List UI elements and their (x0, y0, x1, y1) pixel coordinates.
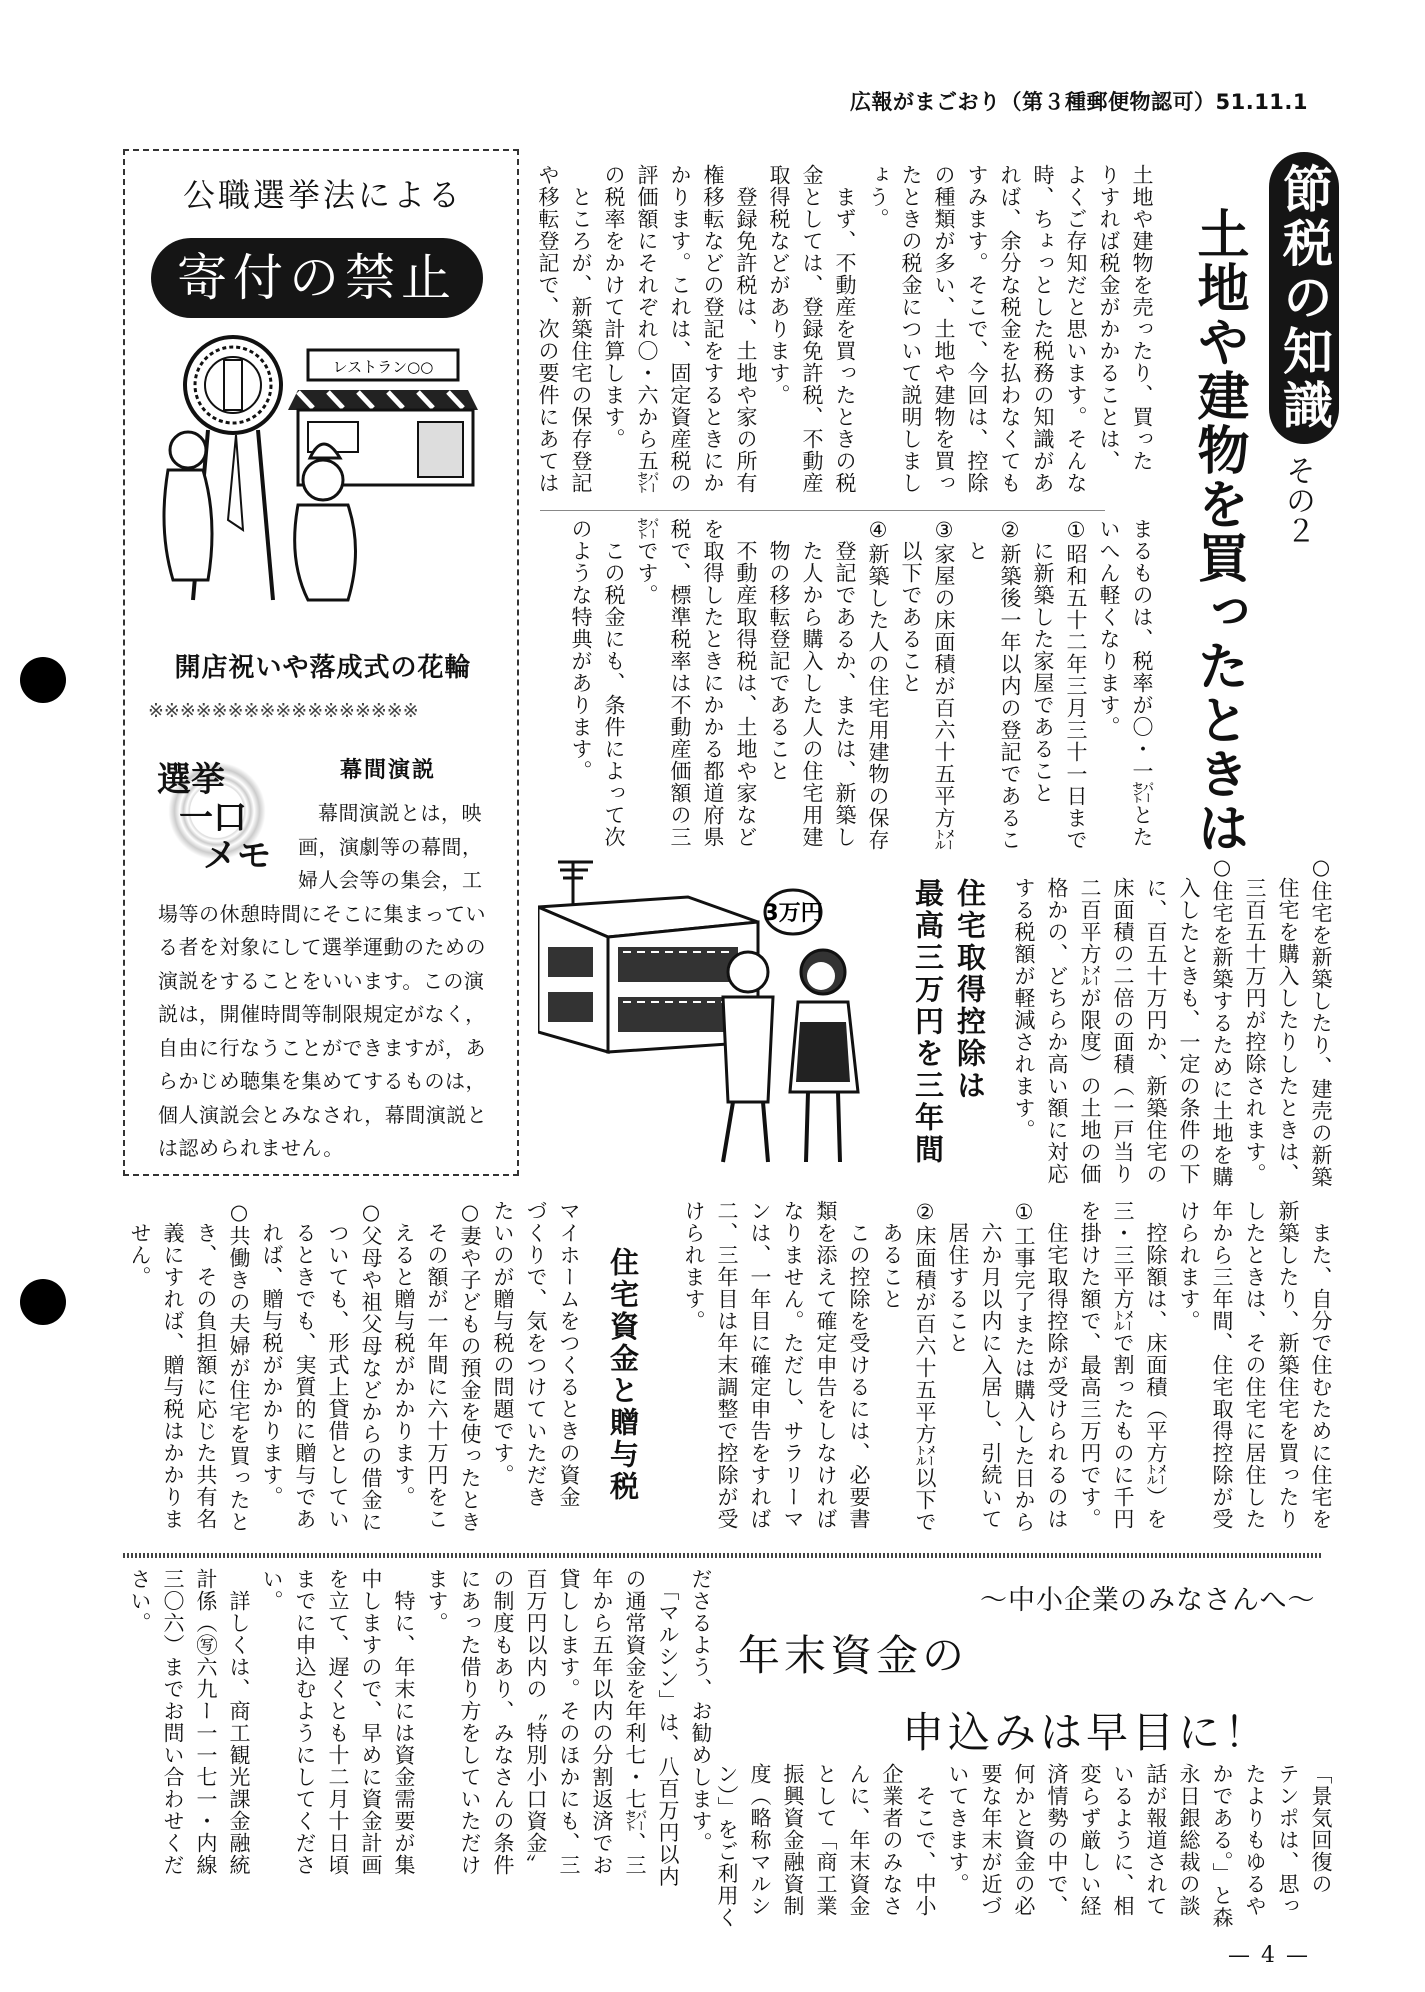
page-number: — 4 — (1228, 1943, 1310, 1968)
punch-hole-top (20, 657, 66, 703)
year-end-title-1: 年末資金の (738, 1631, 969, 1680)
tax-conditions: まるものは、税率が〇・一㌫とた いへん軽くなります。 ①昭和五十二年三月三十一日まで に新築した家屋であること ②新築後一年以内の登記であるこ と ③家屋の床面積が百六十五平方㍍ 以下であること ④新築した人の住宅用建物の保存 登記であるか、または、新築し た人から購入した人の住宅用建 物の移転登記であること 不動産取得税は、土地や家など を取得したときにかかる都道府県 税で、標準税率は不動産価額の三 ㌫です。 この税金にも、条件によって次 のような特典があります。 (569, 518, 1154, 851)
housing-body: また、自分で住むために住宅を 新築したり、新築住宅を買ったり したときは、その住宅に居住した 年から三年間、住宅取得控除が受 けられます。 控除額は、床面積（平方㍍）を 三・三平方㍍で割ったものに千円 を掛けた額で、最高三万円です。 住宅取得控除が受けられるのは ①工事完了または購入した日から 六か月以内に入居し、引続いて 居住すること ②床面積が百六十五平方㍍以下で あること この控除を受けるには、必要書 類を添えて確定申告をしなければ なりません。ただし、サラリーマ ンは、一年目に確定申告をすれば 二、三年目は年末調整で控除が受 けられます。 (682, 1200, 1333, 1533)
column-rule (540, 510, 1105, 511)
year-end-col-a: 「景気回復の テンポは、思っ たよりもゆるや かである。」と森 永日銀総裁の談 話が報道されて いるように、相 変らず厳しい経 済情勢の中で、 何かと資金の必 要な年末が近づ いてきます。 そこで、中小 企業者のみなさ んに、年末資金 として「商工業 振興資金融資制 度（略称マルシ ン）」をご利用く (715, 1763, 1333, 1929)
gift-tax-body: マイホームをつくるときの資金 づくりで、気をつけていただき たいのが贈与税の問題です。 ○妻や子どもの預金を使ったとき その額が一年間に六十万円をこ えると贈与税がかかります。 ○父母や祖父母などからの借金に ついても、形式上貸借としてい るときでも、実質的に贈与であ れば、贈与税がかかります。 ○共働きの夫婦が住宅を買ったと き、その負担額に応じた共有名 義にすれば、贈与税はかかりま せん。 (128, 1200, 581, 1533)
wreath-illustration (148, 330, 498, 620)
election-lead: 公職選挙法による (182, 176, 463, 214)
memo-line: 自由に行なうことができますが，あ (158, 1035, 486, 1060)
memo-line: 幕間演説とは，映 (318, 801, 482, 825)
series-number: その２ (1280, 455, 1315, 545)
money-sign: 3万円 (763, 901, 823, 926)
box-separator: ※※※※※※※※※※※※※※※※※ (148, 700, 419, 722)
memo-line: 場等の休憩時間にそこに集まってい (158, 901, 486, 926)
publication-header: 広報がまごおり（第３種郵便物認可）51.11.1 (850, 90, 1309, 114)
memo-line: 画，演劇等の幕間， (298, 834, 483, 859)
memo-badge-line2: 一口 (179, 798, 247, 838)
gift-tax-headline: 住宅資金と贈与税 (606, 1247, 640, 1503)
memo-badge-line3: メモ (203, 836, 271, 876)
tax-benefits: ○住宅を新築したり、建売の新築 住宅を購入したりしたときは、 三百五十万円が控除されます。 ○住宅を新築するために土地を購 入したときも、一定の条件の下 に、百五十万円か、新築住宅の 床面積の二倍の面積（一戸当り 二百平方㍍が限度）の土地の価 格かの、どちらか高い額に対応 する税額が軽減されます。 (1012, 855, 1333, 1188)
memo-line: 演説をすることをいいます。この演 (158, 968, 485, 993)
memo-title: 幕間演説 (340, 758, 437, 783)
memo-line: は認められません。 (158, 1136, 344, 1160)
tax-headline: 土地や建物を買ったときは (1188, 207, 1248, 855)
memo-line: 婦人会等の集会，工 (298, 868, 483, 892)
election-title: 寄付の禁止 (151, 238, 483, 318)
restaurant-sign: レストラン○○ (332, 358, 434, 376)
memo-line: る者を対象にして選挙運動のための (158, 935, 486, 959)
punch-hole-bottom (20, 1279, 66, 1325)
house-illustration (538, 852, 898, 1182)
memo-badge-line1: 選挙 (157, 760, 225, 800)
memo-line: 個人演説会とみなされ，幕間演説と (158, 1102, 488, 1127)
wreath-caption: 開店祝いや落成式の花輪 (174, 653, 472, 683)
year-end-subtitle: 〜中小企業のみなさんへ〜 (980, 1585, 1316, 1616)
series-label: 節税の知識 (1269, 152, 1339, 444)
memo-body (158, 797, 503, 1166)
memo-line: らかじめ聴集を集めてするものは， (158, 1069, 486, 1093)
housing-headline: 住宅取得控除は 最高三万円を三年間 (911, 878, 987, 1166)
year-end-col-b: ださるよう、お勧めします。 「マルシン」は、八百万円以内 の通常資金を年利七・七㌫、三 年から五年以内の分割返済でお 貸しします。そのほかにも、三 百万円以内の〝特別小口資金〟 の制度もあり、みなさんの条件 にあった借り方をしていただけ ます。 特に、年末には資金需要が集 中しますので、早めに資金計画 を立て、遅くとも十二月十日頃 までに申込むようにしてくださ い。 詳しくは、商工観光課金融統 計係（㊢六九ー一一七一・内線 三〇六）までお問い合わせくだ さい。 (128, 1568, 713, 1888)
section-divider (123, 1553, 1321, 1558)
year-end-title-2: 申込みは早目に！ (902, 1708, 1271, 1757)
memo-line: 説は，開催時間等制限規定がなく， (158, 1002, 486, 1026)
tax-intro: 土地や建物を売ったり、買った りすれば税金がかかることは、 よくご存知だと思います。そんな 時、ちょっとした税務の知識があ れば、余分な税金を払わなくても すみます。そこで、今回は、控除 の種類が多い、土地や建物を買っ たときの税金について説明しまし ょう。 まず、不動産を買ったときの税 金としては、登録免許税、不動産 取得税などがあります。 登録免許税は、土地や家の所有 権移転などの登記をするときにか かります。これは、固定資産税の 評価額にそれぞれ〇・六から五㌫ の税率をかけて計算します。 ところが、新築住宅の保存登記 や移転登記で、次の要件にあては (536, 164, 1154, 494)
